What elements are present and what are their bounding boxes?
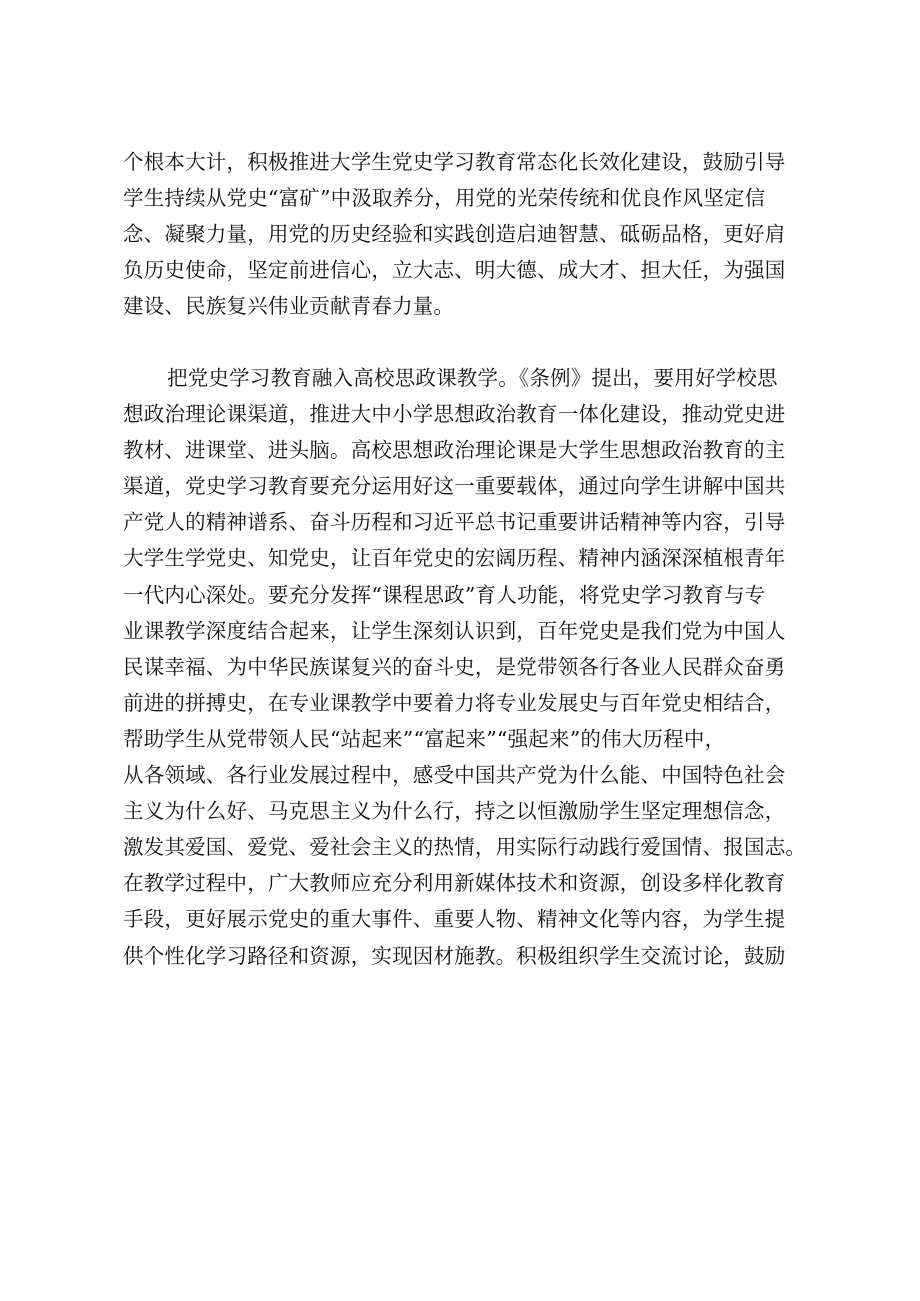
text-line: 负历史使命，坚定前进信心，立大志、明大德、成大才、担大任，为强国 <box>123 258 786 283</box>
text-line: 渠道，党史学习教育要充分运用好这一重要载体，通过向学生讲解中国共 <box>123 474 786 499</box>
text-line: 从各领域、各行业发展过程中，感受中国共产党为什么能、中国特色社会 <box>123 763 786 788</box>
text-line: 激发其爱国、爱党、爱社会主义的热情，用实际行动践行爱国情、报国志。 <box>123 835 807 860</box>
paragraph-1 <box>123 144 829 324</box>
text-line: 手段，更好展示党史的重大事件、重要人物、精神文化等内容，为学生提 <box>123 907 786 932</box>
text-line: 主义为什么好、马克思主义为什么行，持之以恒激励学生坚定理想信念， <box>123 799 786 824</box>
text-line: 在教学过程中，广大教师应充分利用新媒体技术和资源，创设多样化教育 <box>123 871 786 896</box>
text-line: 产党人的精神谱系、奋斗历程和习近平总书记重要讲话精神等内容，引导 <box>123 510 786 535</box>
text-line: 帮助学生从党带领人民“站起来”“富起来”“强起来”的伟大历程中， <box>123 726 726 751</box>
text-line: 学生持续从党史“富矿”中汲取养分，用党的光荣传统和优良作风坚定信 <box>123 186 766 211</box>
text-line: 业课教学深度结合起来，让学生深刻认识到，百年党史是我们党为中国人 <box>123 618 786 643</box>
text-line: 大学生学党史、知党史，让百年党史的宏阔历程、精神内涵深深植根青年 <box>123 546 786 571</box>
text-line: 一代内心深处。要充分发挥“课程思政”育人功能，将党史学习教育与专 <box>123 582 766 607</box>
text-line: 个根本大计，积极推进大学生党史学习教育常态化长效化建设，鼓励引导 <box>123 150 786 174</box>
text-line: 民谋幸福、为中华民族谋复兴的奋斗史，是党带领各行各业人民群众奋勇 <box>123 654 786 679</box>
text-line: 教材、进课堂、进头脑。高校思想政治理论课是大学生思想政治教育的主 <box>123 438 786 463</box>
text-line: 念、凝聚力量，用党的历史经验和实践创造启迪智慧、砥砺品格，更好肩 <box>123 222 786 247</box>
text-line: 前进的拼搏史，在专业课教学中要着力将专业发展史与百年党史相结合， <box>123 690 786 715</box>
text-line-first: 把党史学习教育融入高校思政课教学。《条例》提出，要用好学校思 <box>167 366 778 390</box>
text-line: 建设、民族复兴伟业贡献青春力量。 <box>123 294 455 319</box>
text-line: 想政治理论课渠道，推进大中小学思想政治教育一体化建设，推动党史进 <box>123 402 786 427</box>
text-line: 供个性化学习路径和资源，实现因材施教。积极组织学生交流讨论，鼓励 <box>123 943 786 968</box>
paragraph-2 <box>123 360 829 974</box>
